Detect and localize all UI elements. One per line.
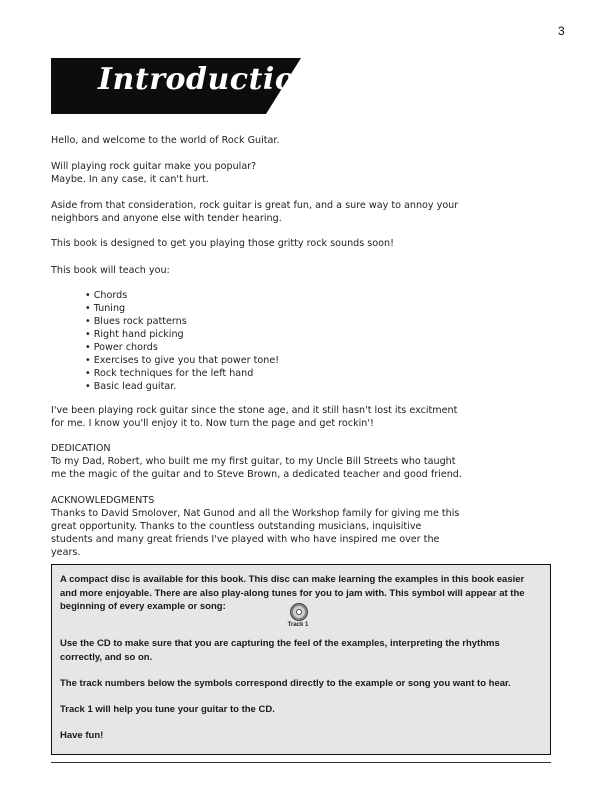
page-title: Introduction (98, 62, 318, 97)
playing-paragraph (51, 404, 463, 430)
cd-track-label: Track 1 (287, 622, 309, 628)
aside-paragraph (51, 199, 463, 225)
teach-paragraph (51, 264, 463, 277)
designed-text: This book is designed to get you playing those gritty rock sounds soon! (51, 238, 394, 249)
cd-have-fun-text: Have fun! (60, 730, 104, 741)
cd-track1-text: Track 1 will help you tune your guitar to the CD. (60, 704, 275, 715)
list-item: • Rock techniques for the left hand (85, 367, 279, 380)
popular-answer: Maybe. In any case, it can't hurt. (51, 174, 209, 185)
bottom-rule (51, 762, 551, 763)
acknowledgments-heading: ACKNOWLEDGMENTS (51, 495, 155, 506)
list-item: • Blues rock patterns (85, 315, 279, 328)
dedication-text: To my Dad, Robert, who built me my first guitar, to my Uncle Bill Streets who taught me the magic of the guitar and to Steve Brown, a dedicated teacher and good friend. (51, 456, 462, 480)
topics-list (85, 289, 279, 393)
list-item: • Basic lead guitar. (85, 380, 279, 393)
list-item: • Tuning (85, 302, 279, 315)
teach-text: This book will teach you: (51, 265, 170, 276)
acknowledgments-text: Thanks to David Smolover, Nat Gunod and all the Workshop family for giving me this great opportunity. Thanks to the countless outstanding musicians, inquisitive students and many great friends I've played with who have inspired me over the years. (51, 508, 460, 558)
designed-paragraph (51, 237, 463, 250)
cd-intro-text: A compact disc is available for this book. This disc can make learning the examples in this book easier and more enjoyable. There are also play-along tunes for you to jam with. This symbol will appear at the beginning of every example or song: (60, 574, 525, 612)
cd-use-paragraph (60, 637, 538, 664)
cd-track-numbers-paragraph (60, 677, 538, 691)
dedication-heading: DEDICATION (51, 443, 111, 454)
cd-track-symbol (283, 603, 313, 635)
welcome-text: Hello, and welcome to the world of Rock Guitar. (51, 135, 280, 146)
welcome-paragraph (51, 134, 463, 147)
list-item: • Exercises to give you that power tone! (85, 354, 279, 367)
list-item: • Chords (85, 289, 279, 302)
aside-text: Aside from that consideration, rock guitar is great fun, and a sure way to annoy your neighbors and anyone else with tender hearing. (51, 200, 459, 224)
cd-have-fun-paragraph (60, 729, 538, 743)
cd-track1-paragraph (60, 703, 538, 717)
cd-use-text: Use the CD to make sure that you are capturing the feel of the examples, interpreting the rhythms correctly, and so on. (60, 638, 500, 663)
list-item: • Right hand picking (85, 328, 279, 341)
list-item: • Power chords (85, 341, 279, 354)
acknowledgments-section (51, 494, 463, 559)
popular-paragraph (51, 160, 463, 186)
playing-text: I've been playing rock guitar since the stone age, and it still hasn't lost its excitment for me. I know you'll enjoy it to. Now turn the page and get rockin'! (51, 405, 458, 429)
page-number: 3 (558, 24, 565, 38)
popular-question: Will playing rock guitar make you popular? (51, 161, 257, 172)
dedication-section (51, 442, 463, 481)
cd-icon (290, 603, 308, 621)
cd-track-numbers-text: The track numbers below the symbols correspond directly to the example or song you want to hear. (60, 678, 511, 689)
